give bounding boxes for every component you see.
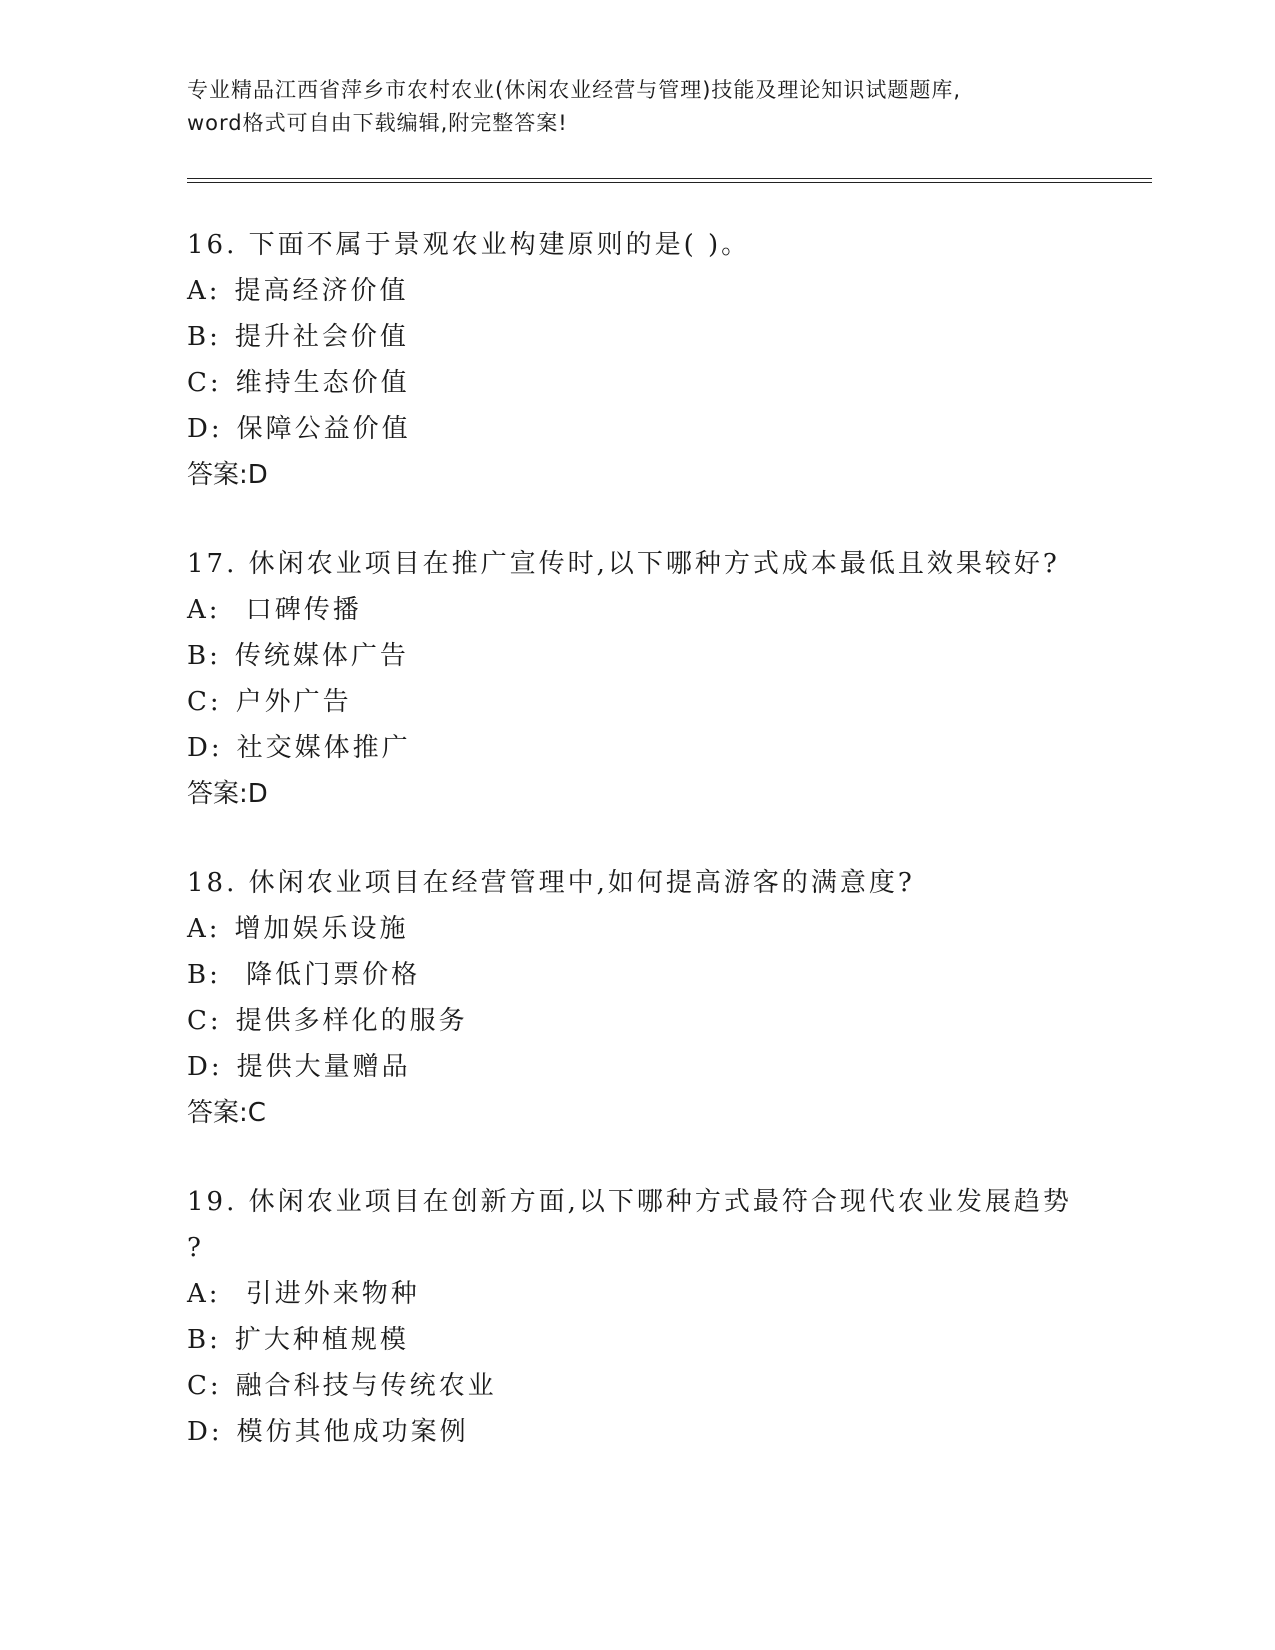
question-16 [187,222,1087,498]
question-stem: 19. 休闲农业项目在创新方面,以下哪种方式最符合现代农业发展趋势 [187,1187,1072,1217]
option-letter: C: [187,687,222,717]
option-c [187,679,1087,725]
option-text: 提供多样化的服务 [235,1006,468,1036]
question-17 [187,541,1087,817]
option-a [187,1271,1087,1317]
option-letter: C: [187,368,222,398]
option-letter: D: [187,414,223,444]
option-b [187,633,1087,679]
header-line-2: word格式可自由下载编辑,附完整答案! [187,111,568,135]
answer-line: 答案:D [187,779,268,809]
option-text: 引进外来物种 [234,1279,420,1309]
option-text: 传统媒体广告 [234,641,409,671]
option-text: 保障公益价值 [236,414,411,444]
option-letter: B: [187,641,221,671]
answer-line: 答案:D [187,460,268,490]
header-line-1: 专业精品江西省萍乡市农村农业(休闲农业经营与管理)技能及理论知识试题题库, [187,78,962,102]
double-rule-divider [187,178,1152,183]
option-text: 口碑传播 [234,595,362,625]
option-c [187,998,1087,1044]
option-letter: C: [187,1006,222,1036]
option-d [187,1044,1087,1090]
option-a [187,268,1087,314]
question-19 [187,1179,1087,1455]
option-letter: C: [187,1371,222,1401]
option-d [187,1409,1087,1455]
option-letter: B: [187,1325,221,1355]
option-text: 降低门票价格 [234,960,421,990]
option-letter: D: [187,1417,223,1447]
option-text: 提升社会价值 [234,322,409,352]
option-text: 模仿其他成功案例 [236,1417,469,1447]
option-text: 融合科技与传统农业 [235,1371,497,1401]
question-stem: 17. 休闲农业项目在推广宣传时,以下哪种方式成本最低且效果较好? [187,549,1060,579]
answer-line: 答案:C [187,1098,266,1128]
option-b [187,1317,1087,1363]
option-c [187,1363,1087,1409]
option-text: 维持生态价值 [235,368,410,398]
option-a [187,906,1087,952]
option-d [187,406,1087,452]
question-stem-continuation: ? [187,1233,201,1263]
document-header [187,74,1087,140]
option-letter: D: [187,733,223,763]
question-stem: 16. 下面不属于景观农业构建原则的是( )。 [187,230,751,260]
option-text: 扩大种植规模 [234,1325,409,1355]
option-text: 户外广告 [235,687,352,717]
option-letter: D: [187,1052,223,1082]
option-letter: A: [187,276,221,306]
option-letter: B: [187,322,221,352]
option-b [187,952,1087,998]
option-letter: A: [187,914,221,944]
question-18 [187,860,1087,1136]
option-letter: A: [187,595,221,625]
option-text: 提供大量赠品 [236,1052,411,1082]
option-text: 增加娱乐设施 [234,914,409,944]
option-a [187,587,1087,633]
question-stem: 18. 休闲农业项目在经营管理中,如何提高游客的满意度? [187,868,915,898]
option-text: 提高经济价值 [234,276,409,306]
option-d [187,725,1087,771]
option-letter: B: [187,960,221,990]
option-text: 社交媒体推广 [236,733,411,763]
option-b [187,314,1087,360]
option-c [187,360,1087,406]
option-letter: A: [187,1279,221,1309]
